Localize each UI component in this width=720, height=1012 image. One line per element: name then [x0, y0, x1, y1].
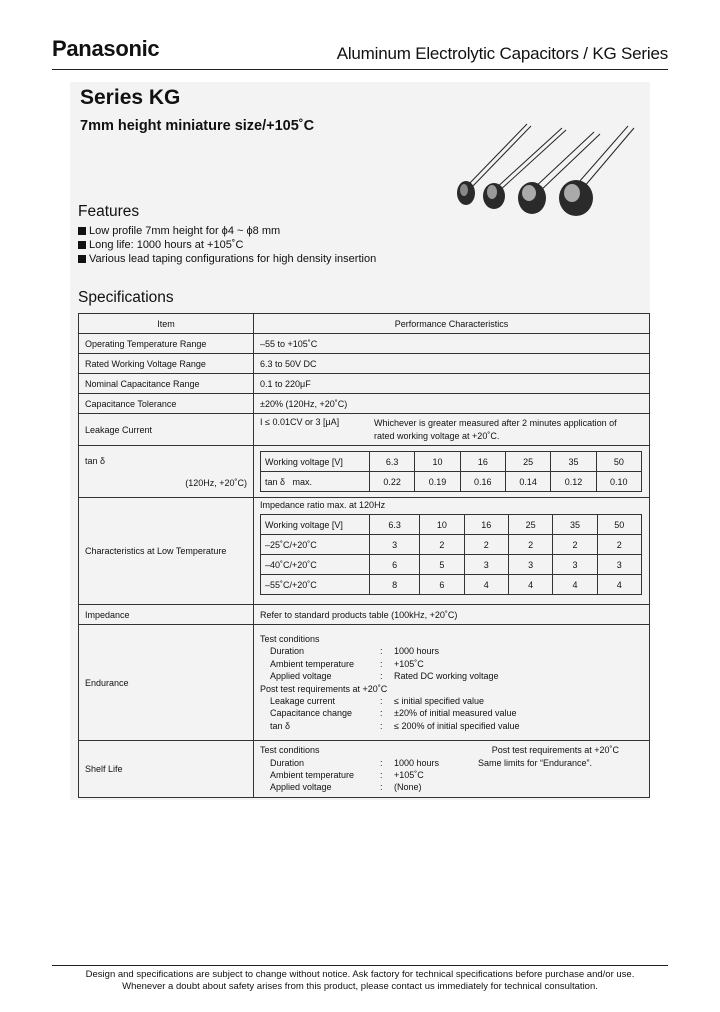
- leakage-formula: I ≤ 0.01CV or 3 [μA]: [260, 416, 340, 427]
- table-cell: 0.1 to 220μF: [254, 374, 650, 394]
- table-header-row: [79, 314, 650, 334]
- table-row: [79, 414, 650, 446]
- table-cell: 6: [420, 575, 464, 595]
- table-row: [79, 394, 650, 414]
- table-cell: 35: [553, 515, 597, 535]
- table-cell: Test conditions Duration : 1000 hours Ambient temperature : +105˚C Applied voltage : Rated DC working voltage Post test requirements at +20˚C Leakage current : ≤ initial specified value Capacitance change : ±20% of initial measured value tan δ : ≤ 200% of initial specified value: [254, 625, 650, 741]
- table-cell: 8: [370, 575, 420, 595]
- table-cell: Test conditions Post test requirements at +20˚C Duration : 1000 hours Same limits for “Endurance”. Ambient temperature : +105˚C Applied voltage : (None): [254, 741, 650, 798]
- features-heading: Features: [78, 203, 140, 220]
- table-cell: Operating Temperature Range: [79, 334, 254, 354]
- table-cell: Impedance: [79, 605, 254, 625]
- table-row: [79, 625, 650, 741]
- table-cell: 3: [370, 535, 420, 555]
- table-cell: 16: [460, 452, 505, 472]
- table-cell: 2: [508, 535, 552, 555]
- table-cell: I ≤ 0.01CV or 3 [μA] Whichever is greater measured after 2 minutes application of rated working voltage at +20˚C.: [254, 414, 650, 446]
- table-cell: 6: [370, 555, 420, 575]
- table-cell: –25˚C/+20˚C: [261, 535, 370, 555]
- table-row: [261, 535, 642, 555]
- table-cell: 5: [420, 555, 464, 575]
- table-cell: 0.19: [415, 472, 460, 492]
- table-cell: 50: [596, 452, 641, 472]
- table-row: [261, 452, 642, 472]
- table-cell: 25: [508, 515, 552, 535]
- table-cell: Nominal Capacitance Range: [79, 374, 254, 394]
- list-item: Low profile 7mm height for ϕ4 ~ ϕ8 mm: [78, 224, 376, 238]
- table-row: [79, 446, 650, 498]
- table-row: [79, 334, 650, 354]
- table-cell: 0.10: [596, 472, 641, 492]
- specifications-table: [78, 313, 650, 798]
- bullet-square-icon: [78, 241, 86, 249]
- table-row: [261, 575, 642, 595]
- table-cell: Rated Working Voltage Range: [79, 354, 254, 374]
- table-cell: 10: [420, 515, 464, 535]
- specifications-heading: Specifications: [78, 289, 174, 306]
- table-cell: 3: [464, 555, 508, 575]
- table-cell: 50: [597, 515, 641, 535]
- table-cell: [254, 446, 650, 498]
- list-item: Long life: 1000 hours at +105˚C: [78, 238, 376, 252]
- table-cell: –55˚C/+20˚C: [261, 575, 370, 595]
- table-cell: Refer to standard products table (100kHz, +20˚C): [254, 605, 650, 625]
- table-row: [79, 605, 650, 625]
- table-cell: 4: [508, 575, 552, 595]
- bullet-square-icon: [78, 255, 86, 263]
- document-title: Aluminum Electrolytic Capacitors / KG Series: [336, 44, 668, 63]
- table-cell: 4: [597, 575, 641, 595]
- footer-divider: [52, 965, 668, 966]
- tan-delta-table: [260, 451, 642, 492]
- table-cell: 3: [597, 555, 641, 575]
- table-cell: 4: [464, 575, 508, 595]
- table-cell: 3: [553, 555, 597, 575]
- table-cell: 6.3: [370, 515, 420, 535]
- table-cell: Capacitance Tolerance: [79, 394, 254, 414]
- table-cell: Impedance ratio max. at 120Hz Working voltage [V] 6.3 10 16 25 35 50 –25˚C/+20˚C 3 2 2 2 2 2 –40˚C/+20˚C 6 5 3 3 3 3 –55˚C/+20˚C 8 6 4 4 4 4: [254, 498, 650, 605]
- table-cell: 2: [464, 535, 508, 555]
- features-list: [78, 224, 376, 266]
- table-cell: Working voltage [V]: [261, 452, 370, 472]
- low-temperature-table: [260, 514, 642, 595]
- footer-disclaimer: Design and specifications are subject to change without notice. Ask factory for technical specifications before purchase and/or use. Whenever a doubt about safety arises from this product, please contact us immediately for technical consultation.: [85, 969, 635, 992]
- table-cell: –40˚C/+20˚C: [261, 555, 370, 575]
- list-item: Various lead taping configurations for high density insertion: [78, 252, 376, 266]
- table-cell: Characteristics at Low Temperature: [79, 498, 254, 605]
- bullet-square-icon: [78, 227, 86, 235]
- capacitor-product-image: [452, 118, 642, 218]
- table-cell: 0.22: [370, 472, 415, 492]
- series-subtitle: 7mm height miniature size/+105˚C: [80, 118, 315, 134]
- table-row: [79, 498, 650, 605]
- table-row: [261, 472, 642, 492]
- table-cell: 0.12: [551, 472, 596, 492]
- table-cell: Endurance: [79, 625, 254, 741]
- table-cell: 2: [420, 535, 464, 555]
- table-cell: tan δ (120Hz, +20˚C): [79, 446, 254, 498]
- table-row: [261, 555, 642, 575]
- table-cell: Leakage Current: [79, 414, 254, 446]
- table-cell: Working voltage [V]: [261, 515, 370, 535]
- table-cell: ±20% (120Hz, +20˚C): [254, 394, 650, 414]
- table-cell: 2: [597, 535, 641, 555]
- col-item-header: Item: [79, 314, 254, 334]
- table-cell: 10: [415, 452, 460, 472]
- table-cell: 25: [505, 452, 550, 472]
- table-cell: 0.16: [460, 472, 505, 492]
- table-row: [79, 741, 650, 798]
- col-performance-header: Performance Characteristics: [254, 314, 650, 334]
- table-row: [79, 374, 650, 394]
- table-cell: 6.3: [370, 452, 415, 472]
- table-cell: 3: [508, 555, 552, 575]
- header-divider: [52, 69, 668, 70]
- table-cell: tan δ max.: [261, 472, 370, 492]
- table-cell: 2: [553, 535, 597, 555]
- table-cell: Shelf Life: [79, 741, 254, 798]
- table-cell: 0.14: [505, 472, 550, 492]
- table-cell: 6.3 to 50V DC: [254, 354, 650, 374]
- table-row: [261, 515, 642, 535]
- table-row: [79, 354, 650, 374]
- table-cell: 35: [551, 452, 596, 472]
- brand-logo: Panasonic: [52, 36, 160, 61]
- table-cell: 4: [553, 575, 597, 595]
- table-cell: 16: [464, 515, 508, 535]
- series-title: Series KG: [80, 86, 181, 109]
- table-cell: –55 to +105˚C: [254, 334, 650, 354]
